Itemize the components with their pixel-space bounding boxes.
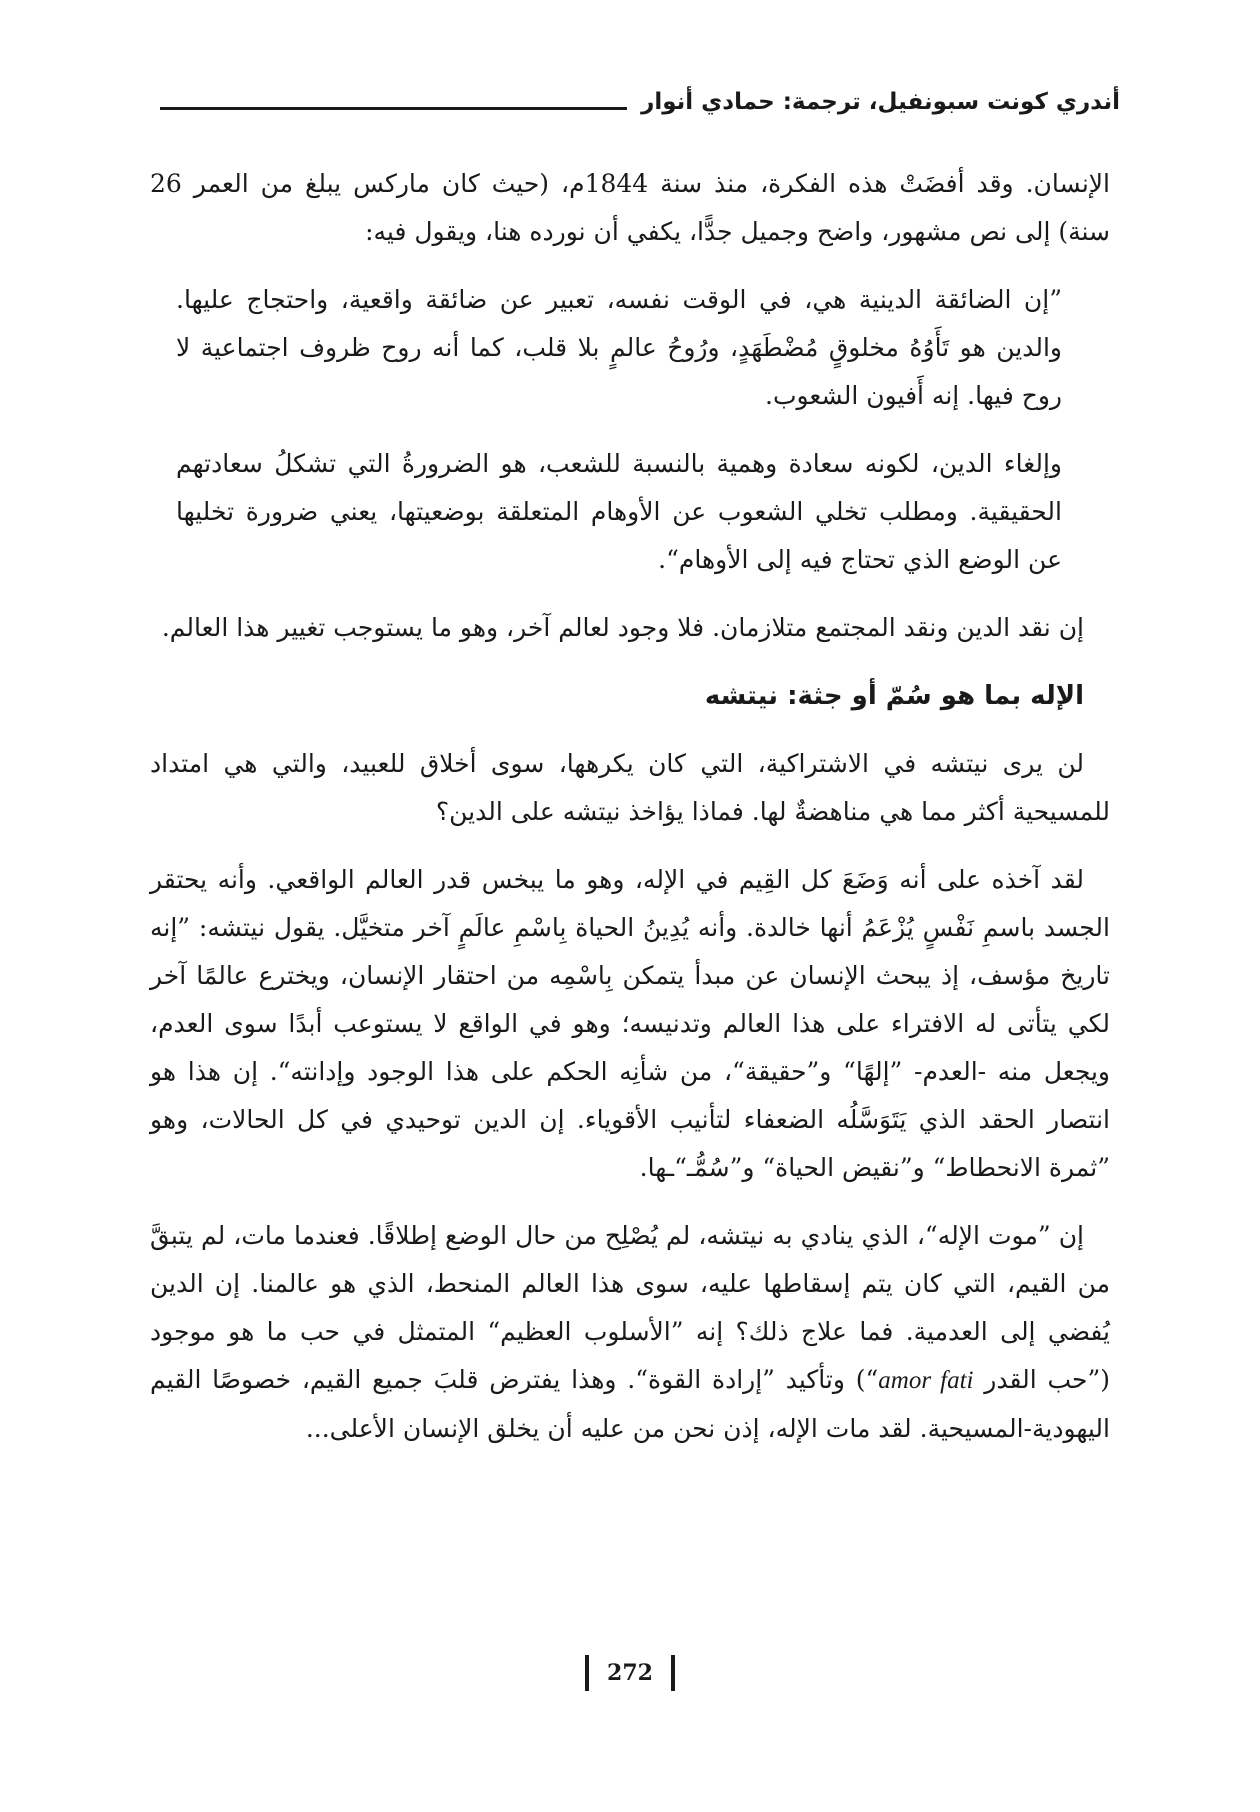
paragraph-nietzsche-critique: لقد آخذه على أنه وَضَعَ كل القِيم في الإله، وهو ما يبخس قدر العالم الواقعي. وأنه يحتقر الجسد باسمِ نَفْسٍ يُزْعَمُ أنها خالدة. وأنه يُدِينُ الحياة بِاسْمِ عالَمٍ آخر متخيَّل. يقول نيتشه: ”إنه تاريخ مؤسف، إذ يبحث الإنسان عن مبدأ يتمكن بِاسْمِه من احتقار الإنسان، ويخترع عالمًا آخر لكي يتأتى له الافتراء على هذا العالم وتدنيسه؛ وهو في الواقع لا يستوعب أبدًا سوى العدم، ويجعل منه -العدم- ”إلهًا“ و”حقيقة“، من شأنِه الحكم على هذا الوجود وإدانته“. إن هذا هو انتصار الحقد الذي يَتَوَسَّلُه الضعفاء لتأنيب الأقوياء. إن الدين توحيدي في كل الحالات، وهو ”ثمرة الانحطاط“ و”نقيض الحياة“ و”سُمُّـ“ـها.: [150, 865, 1110, 1182]
running-title: أندري كونت سبونفيل، ترجمة: حمادي أنوار: [641, 89, 1120, 115]
quote-paragraph-1: ”إن الضائقة الدينية هي، في الوقت نفسه، تعبير عن ضائقة واقعية، واحتجاج عليها. والدين هو تَأَوُهُ مخلوقٍ مُضْطَهَدٍ، ورُوحُ عالمٍ بلا قلب، كما أنه روح ظروف اجتماعية لا روح فيها. إنه أَفيون الشعوب.: [176, 285, 1062, 410]
quote-paragraph-2: وإلغاء الدين، لكونه سعادة وهمية بالنسبة للشعب، هو الضرورةُ التي تشكلُ سعادتهم الحقيقية. ومطلب تخلي الشعوب عن الأوهام المتعلقة بوضعيتها، يعني ضرورة تخليها عن الوضع الذي تحتاج فيه إلى الأوهام“.: [176, 449, 1062, 574]
amor-fati-term: amor fati: [878, 1367, 974, 1394]
death-of-god-text-part-2: “) وتأكيد ”إرادة القوة“. وهذا يفترض قلبَ جميع القيم، خصوصًا القيم اليهودية-المسيحية. لقد مات الإله، إذن نحن من عليه أن يخلق الإنسان الأعلى...: [150, 1365, 1110, 1443]
running-header: [160, 76, 1120, 116]
paragraph-socialism: لن يرى نيتشه في الاشتراكية، التي كان يكرهها، سوى أخلاق للعبيد، والتي هي امتداد للمسيحية أكثر مما هي مناهضةٌ لها. فماذا يؤاخذ نيتشه على الدين؟: [150, 749, 1110, 826]
marx-quote: [176, 276, 1062, 584]
page-number: 272: [607, 1660, 653, 1686]
paragraph-critique: إن نقد الدين ونقد المجتمع متلازمان. فلا وجود لعالم آخر، وهو ما يستوجب تغيير هذا العالم.: [161, 613, 1084, 642]
section-heading: الإله بما هو سُمّ أو جثة: نيتشه: [704, 681, 1084, 711]
page-number-bar-left: [585, 1655, 589, 1691]
paragraph-intro: الإنسان. وقد أفضَتْ هذه الفكرة، منذ سنة 1844م، (حيث كان ماركس يبلغ من العمر 26 سنة) إلى نص مشهور، واضح وجميل جدًّا، يكفي أن نورده هنا، ويقول فيه:: [150, 169, 1110, 246]
page-number-bar-right: [671, 1655, 675, 1691]
death-of-god-text-part-1: إن ”موت الإله“، الذي ينادي به نيتشه، لم يُصْلِح من حال الوضع إطلاقًا. فعندما مات، لم يتبقَّ من القيم، التي كان يتم إسقاطها عليه، سوى هذا العالم المنحط، الذي هو عالمنا. إن الدين يُفضي إلى العدمية. فما علاج ذلك؟ إنه ”الأسلوب العظيم“ المتمثل في حب ما هو موجود (”حب القدر: [150, 1221, 1111, 1394]
page-footer: [0, 1655, 1260, 1691]
paragraph-death-of-god: [150, 1212, 1110, 1453]
page-body: [150, 160, 1110, 1473]
header-rule: [160, 107, 627, 110]
